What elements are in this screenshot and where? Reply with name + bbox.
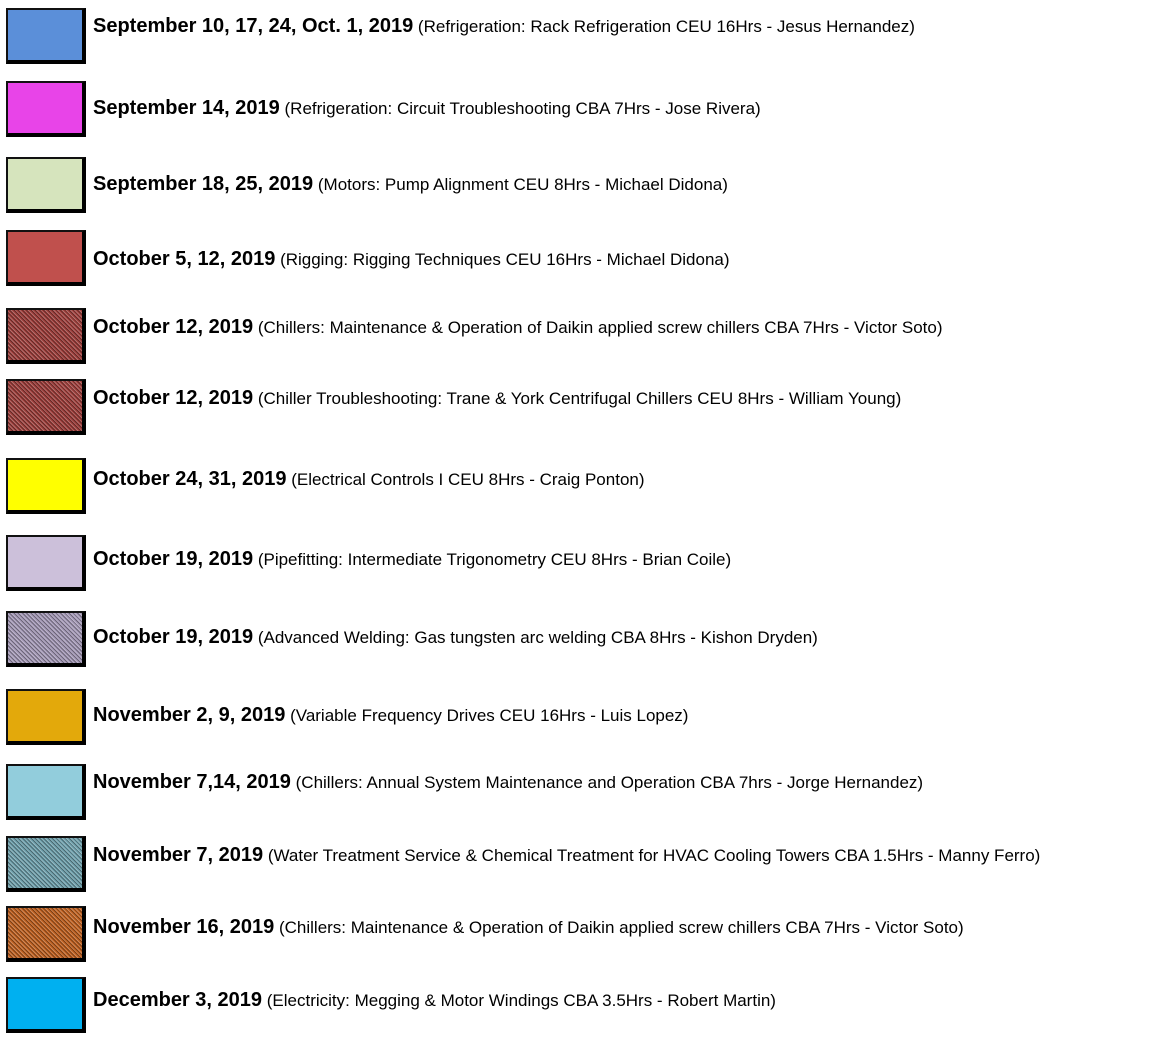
entry-text — [93, 16, 1151, 37]
entry-date: October 19, 2019 — [93, 548, 254, 570]
entry-details: (Electricity: Megging & Motor Windings CBA 3.5Hrs - Robert Martin) — [266, 991, 776, 1010]
entry-details: (Refrigeration: Rack Refrigeration CEU 16Hrs - Jesus Hernandez) — [417, 17, 915, 36]
entry-date: October 12, 2019 — [93, 316, 254, 338]
color-swatch — [6, 230, 86, 286]
entry-details: (Water Treatment Service & Chemical Treatment for HVAC Cooling Towers CBA 1.5Hrs - Manny Ferro) — [267, 846, 1041, 865]
color-swatch — [6, 81, 86, 137]
entry-date: October 12, 2019 — [93, 387, 254, 409]
entry-text — [93, 917, 1151, 938]
color-swatch — [6, 379, 86, 435]
color-swatch — [6, 157, 86, 213]
entry-date: November 7,14, 2019 — [93, 771, 291, 793]
color-swatch — [6, 906, 86, 962]
entry-text — [93, 249, 1151, 270]
color-swatch — [6, 611, 86, 667]
entry-details: (Electrical Controls I CEU 8Hrs - Craig Ponton) — [291, 470, 645, 489]
entry-text — [93, 388, 1151, 409]
entry-text — [93, 772, 1151, 793]
entry-details: (Chillers: Maintenance & Operation of Daikin applied screw chillers CBA 7Hrs - Victor Soto) — [257, 318, 943, 337]
color-swatch — [6, 8, 86, 64]
entry-details: (Chillers: Annual System Maintenance and Operation CBA 7hrs - Jorge Hernandez) — [295, 773, 924, 792]
entry-details: (Advanced Welding: Gas tungsten arc welding CBA 8Hrs - Kishon Dryden) — [257, 628, 818, 647]
entry-date: December 3, 2019 — [93, 989, 263, 1011]
entry-date: October 24, 31, 2019 — [93, 468, 287, 490]
entry-text — [93, 317, 1151, 338]
color-swatch — [6, 977, 86, 1033]
entry-details: (Chillers: Maintenance & Operation of Daikin applied screw chillers CBA 7Hrs - Victor Soto) — [278, 918, 964, 937]
entry-details: (Pipefitting: Intermediate Trigonometry CEU 8Hrs - Brian Coile) — [257, 550, 732, 569]
color-swatch — [6, 689, 86, 745]
color-swatch — [6, 764, 86, 820]
entry-text — [93, 469, 1151, 490]
color-swatch — [6, 308, 86, 364]
entry-details: (Refrigeration: Circuit Troubleshooting CBA 7Hrs - Jose Rivera) — [284, 99, 761, 118]
entry-date: November 16, 2019 — [93, 916, 275, 938]
entry-date: October 19, 2019 — [93, 626, 254, 648]
entry-text — [93, 845, 1151, 866]
color-swatch — [6, 535, 86, 591]
entry-text — [93, 627, 1151, 648]
entry-text — [93, 174, 1151, 195]
entry-date: November 7, 2019 — [93, 844, 264, 866]
color-swatch — [6, 836, 86, 892]
entry-date: September 18, 25, 2019 — [93, 173, 314, 195]
entry-date: October 5, 12, 2019 — [93, 248, 276, 270]
entry-details: (Variable Frequency Drives CEU 16Hrs - Luis Lopez) — [290, 706, 689, 725]
entry-details: (Motors: Pump Alignment CEU 8Hrs - Michael Didona) — [317, 175, 728, 194]
entry-date: September 10, 17, 24, Oct. 1, 2019 — [93, 15, 414, 37]
color-swatch — [6, 458, 86, 514]
entry-date: November 2, 9, 2019 — [93, 704, 286, 726]
entry-text — [93, 549, 1151, 570]
entry-text — [93, 990, 1151, 1011]
entry-details: (Rigging: Rigging Techniques CEU 16Hrs - Michael Didona) — [280, 250, 730, 269]
entry-details: (Chiller Troubleshooting: Trane & York Centrifugal Chillers CEU 8Hrs - William Young) — [257, 389, 902, 408]
entry-date: September 14, 2019 — [93, 97, 280, 119]
entry-text — [93, 98, 1151, 119]
entry-text — [93, 705, 1151, 726]
